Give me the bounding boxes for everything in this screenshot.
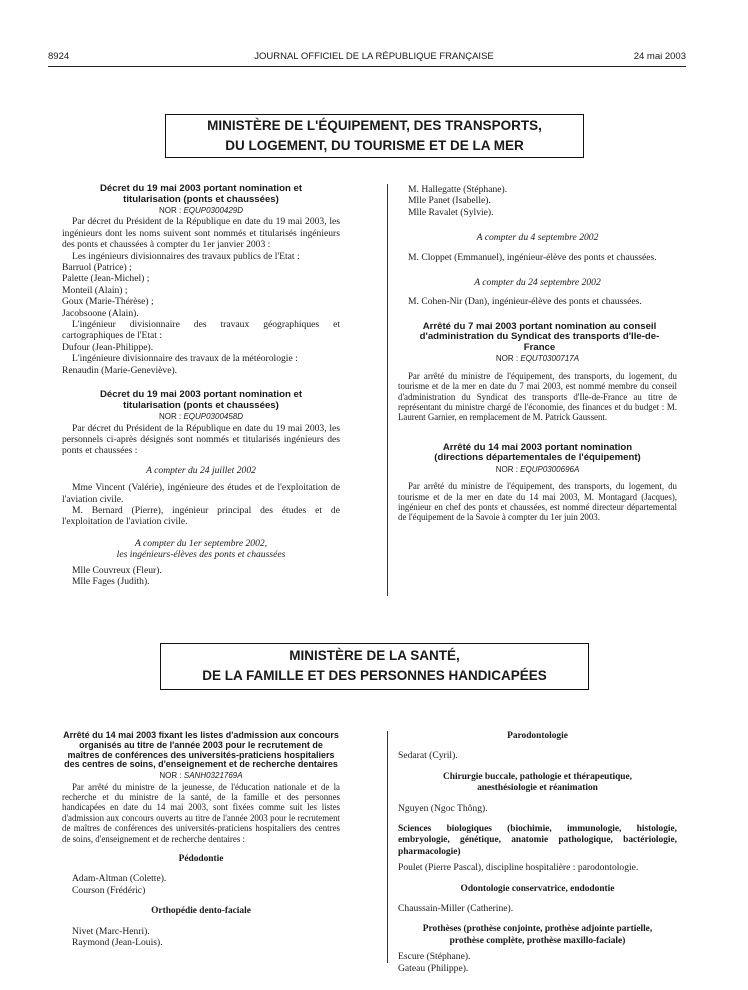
ministry-equipement-line2: DU LOGEMENT, DU TOURISME ET DE LA MER: [225, 138, 524, 153]
name-entry: Dufour (Jean-Philippe).: [62, 341, 154, 353]
nor-code: EQUP0300696A: [520, 464, 580, 474]
name-entry: Goux (Marie-Thérèse) ;: [62, 296, 154, 308]
decree-2-caption-2a: A compter du 1er septembre 2002,: [134, 537, 268, 549]
section-heading: Orthopédie dento-faciale: [151, 906, 251, 917]
decree-2-caption-4: A compter du 24 septembre 2002: [474, 277, 601, 289]
decree-2-title: Décret du 19 mai 2003 portant nomination et titularisation (ponts et chaussées): [99, 389, 303, 411]
name-entry: Courson (Frédéric): [72, 884, 146, 896]
decree-1-nor: [62, 205, 340, 216]
name-entry: Mlle Couvreux (Fleur).: [72, 564, 162, 576]
decree-2-nor: [62, 411, 340, 422]
section-heading: Chirurgie buccale, pathologie et thérapeutique, anesthésiologie et réanimation: [442, 771, 633, 794]
ministry-sante-box: [160, 643, 589, 690]
decree-1-title: Décret du 19 mai 2003 portant nomination et titularisation (ponts et chaussées): [99, 183, 303, 205]
name-entry: M. Hallegatte (Stéphane).: [408, 184, 508, 195]
arrete-3-body: Par arrêté du ministre de la jeunesse, de l'éducation nationale et de la recherche et du ministre de la santé, de la famille et des personnes handicapées en date du 14 mai 2003, sont fixées comme suit les listes d'admission aux concours ouverts au titre de l'année 2003 pour le recrutement de maîtres de conférences des universités-praticiens hospitaliers des centres de soins, d'enseignement et de recherche dentaires :: [62, 781, 340, 844]
right-column-upper: [398, 184, 677, 523]
decree-2-para-1: Mme Vincent (Valérie), ingénieure des études et de l'exploitation de l'aviation civile.: [62, 482, 340, 505]
left-column-upper: [62, 184, 340, 587]
ministry-sante-line1: MINISTÈRE DE LA SANTÉ,: [289, 648, 460, 663]
decree-1-group2-heading: L'ingénieur divisionnaire des travaux géographiques et cartographiques de l'Etat :: [62, 319, 340, 342]
decree-2-intro: Par décret du Président de la République en date du 19 mai 2003, les personnels ci-après désignés sont nommés et titularisés ingénieurs des ponts et chaussées :: [62, 422, 340, 457]
decree-2: [62, 390, 340, 587]
right-column-lower: [398, 731, 677, 974]
nor-label: NOR :: [495, 464, 518, 474]
decree-2-para-3: M. Cloppet (Emmanuel), ingénieur-élève des ponts et chaussées.: [408, 251, 657, 263]
section-heading: Pédodontie: [178, 854, 224, 865]
arrete-1: [398, 322, 677, 423]
decree-1-group3-heading: L'ingénieure divisionnaire des travaux de la météorologie :: [72, 353, 298, 365]
name-entry: Mlle Panet (Isabelle).: [408, 195, 491, 207]
journal-title: JOURNAL OFFICIEL DE LA RÉPUBLIQUE FRANÇAISE: [254, 51, 494, 62]
arrete-1-title: Arrêté du 7 mai 2003 portant nomination au conseil d'administration du Syndicat des transports d'Ile-de-France: [419, 320, 660, 353]
name-entry: Poulet (Pierre Pascal), discipline hospitalière : parodontologie.: [398, 862, 639, 874]
name-entry: Chaussain-Miller (Catherine).: [398, 903, 514, 915]
section-heading: Parodontologie: [507, 731, 568, 741]
name-entry: Renaudin (Marie-Geneviève).: [62, 364, 178, 376]
name-entry: Palette (Jean-Michel) ;: [62, 273, 150, 285]
name-entry: Monteil (Alain) ;: [62, 284, 128, 296]
page-number: 8924: [48, 51, 70, 62]
name-entry: Nivet (Marc-Henri).: [72, 925, 150, 937]
nor-label: NOR :: [159, 771, 182, 781]
arrete-2-title: Arrêté du 14 mai 2003 portant nomination (directions départementales de l'équipement): [434, 441, 641, 464]
name-entry: Sedarat (Cyril).: [398, 750, 458, 762]
name-entry: Mlle Fages (Judith).: [72, 575, 150, 587]
name-entry: Barruol (Patrice) ;: [62, 262, 132, 274]
section-heading: Sciences biologiques (biochimie, immunologie, histologie, embryologie, génétique, anatomie pathologique, bactériologie, pharmacologie): [398, 824, 677, 857]
nor-code: SANH0321769A: [183, 771, 243, 781]
decree-1-intro: Par décret du Président de la République en date du 19 mai 2003, les ingénieurs dont les noms suivent sont nommés et titularisés ingénieurs des ponts et chaussées à compter du 1er janvier 2003 :: [62, 216, 340, 251]
section-heading: Odontologie conservatrice, endodontie: [460, 883, 615, 894]
arrete-2-nor: [398, 464, 677, 475]
arrete-2: [398, 443, 677, 523]
decree-2-caption-1: A compter du 24 juillet 2002: [146, 464, 256, 476]
ministry-sante-line2: DE LA FAMILLE ET DES PERSONNES HANDICAPÉES: [202, 668, 547, 683]
column-divider-upper: [387, 184, 388, 596]
nor-label: NOR :: [158, 412, 182, 422]
name-entry: Nguyen (Ngoc Thông).: [398, 802, 488, 814]
nor-label: NOR :: [495, 354, 519, 364]
nor-label: NOR :: [158, 206, 182, 215]
arrete-3-title: Arrêté du 14 mai 2003 fixant les listes d'admission aux concours organisés au titre de l'année 2003 pour le recrutement de maîtres de conférences des universités-praticiens hospitaliers des centres de soins, d'enseignement et de recherche dentaires: [63, 730, 339, 770]
decree-2-caption-2b: les ingénieurs-élèves des ponts et chaussées: [116, 549, 286, 561]
nor-code: EQUP0300458D: [183, 412, 244, 422]
decree-1-group1-heading: Les ingénieurs divisionnaires des travaux publics de l'Etat :: [72, 250, 300, 262]
name-entry: Mlle Ravalet (Sylvie).: [408, 206, 494, 218]
header-rule: [48, 66, 686, 67]
issue-date: 24 mai 2003: [633, 51, 686, 62]
nor-code: EQUT0300717A: [520, 354, 580, 364]
decree-2-para-2: M. Bernard (Pierre), ingénieur principal des études et de l'exploitation de l'aviation civile.: [62, 504, 340, 528]
name-entry: Jacobsoone (Alain).: [62, 307, 139, 319]
section-heading: Prothèses (prothèse conjointe, prothèse adjointe partielle, prothèse complète, prothèse maxillo-faciale): [422, 924, 653, 946]
column-divider-lower: [387, 731, 388, 963]
decree-1: [62, 184, 340, 376]
arrete-1-body: Par arrêté du ministre de l'équipement, des transports, du logement, du tourisme et de la mer en date du 7 mai 2003, est nommé membre du conseil d'administration du Syndicat des transports d'Ile-de-France au titre de représentant du ministre chargé de l'économie, des finances et du budget : M. Laurent Garnier, en remplacement de M. Patrick Gaussent.: [398, 370, 677, 423]
name-entry: Raymond (Jean-Louis).: [72, 937, 163, 949]
decree-2-caption-3: A compter du 4 septembre 2002: [476, 232, 599, 244]
decree-2-para-4: M. Cohen-Nir (Dan), ingénieur-élève des ponts et chaussées.: [408, 296, 642, 308]
name-entry: Adam-Altman (Colette).: [72, 873, 167, 885]
ministry-equipement-box: [165, 114, 584, 158]
name-entry: Gateau (Philippe).: [398, 962, 469, 974]
ministry-equipement-line1: MINISTÈRE DE L'ÉQUIPEMENT, DES TRANSPORTS,: [207, 118, 542, 133]
name-entry: Escure (Stéphane).: [398, 951, 471, 963]
arrete-3-nor: [62, 770, 340, 781]
nor-code: EQUP0300429D: [183, 206, 244, 215]
arrete-1-nor: [398, 353, 677, 364]
left-column-lower: [62, 731, 340, 948]
arrete-2-body: Par arrêté du ministre de l'équipement, des transports, du logement, du tourisme et de la mer en date du 14 mai 2003, M. Montagard (Jacques), ingénieur en chef des ponts et chaussées, est nommé directeur départemental de l'équipement de la Savoie à compter du 1er juin 2003.: [398, 481, 677, 523]
